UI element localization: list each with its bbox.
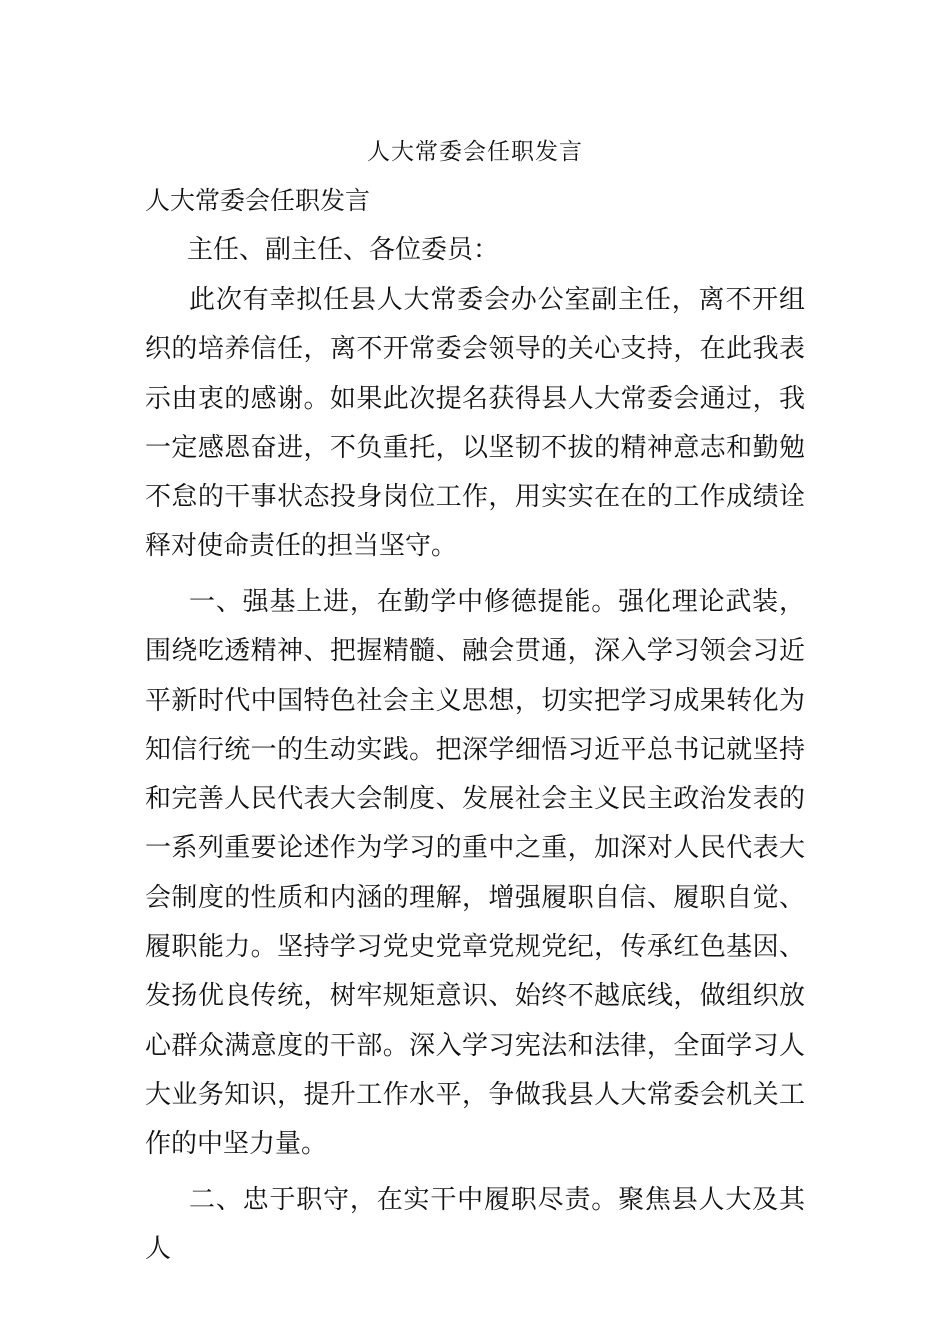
paragraph-intro: 此次有幸拟任县人大常委会办公室副主任，离不开组织的培养信任，离不开常委会领导的关心支持，在此我表示由衷的感谢。如果此次提名获得县人大常委会通过，我一定感恩奋进，不负重托，以坚韧不拔的精神意志和勤勉不怠的干事状态投身岗位工作，用实实在在的工作成绩诠释对使命责任的担当坚守。 <box>145 285 805 562</box>
document-title: 人大常委会任职发言 <box>367 139 583 165</box>
paragraph-section-one: 一、强基上进，在勤学中修德提能。强化理论武装，围绕吃透精神、把握精髓、融会贯通，深入学习领会习近平新时代中国特色社会主义思想，切实把学习成果转化为知信行统一的生动实践。把深学细悟习近平总书记就坚持和完善人民代表大会制度、发展社会主义民主政治发表的一系列重要论述作为学习的重中之重，加深对人民代表大会制度的性质和内涵的理解，增强履职自信、履职自觉、履职能力。坚持学习党史党章党规党纪，传承红色基因、发扬优良传统，树牢规矩意识、始终不越底线，做组织放心群众满意度的干部。深入学习宪法和法律，全面学习人大业务知识，提升工作水平，争做我县人大常委会机关工作的中坚力量。 <box>145 587 805 1160</box>
document-subtitle: 人大常委会任职发言 <box>145 186 371 215</box>
paragraph-section-two: 二、忠于职守，在实干中履职尽责。聚焦县人大及其人 <box>145 1185 805 1265</box>
salutation: 主任、副主任、各位委员： <box>187 235 500 265</box>
